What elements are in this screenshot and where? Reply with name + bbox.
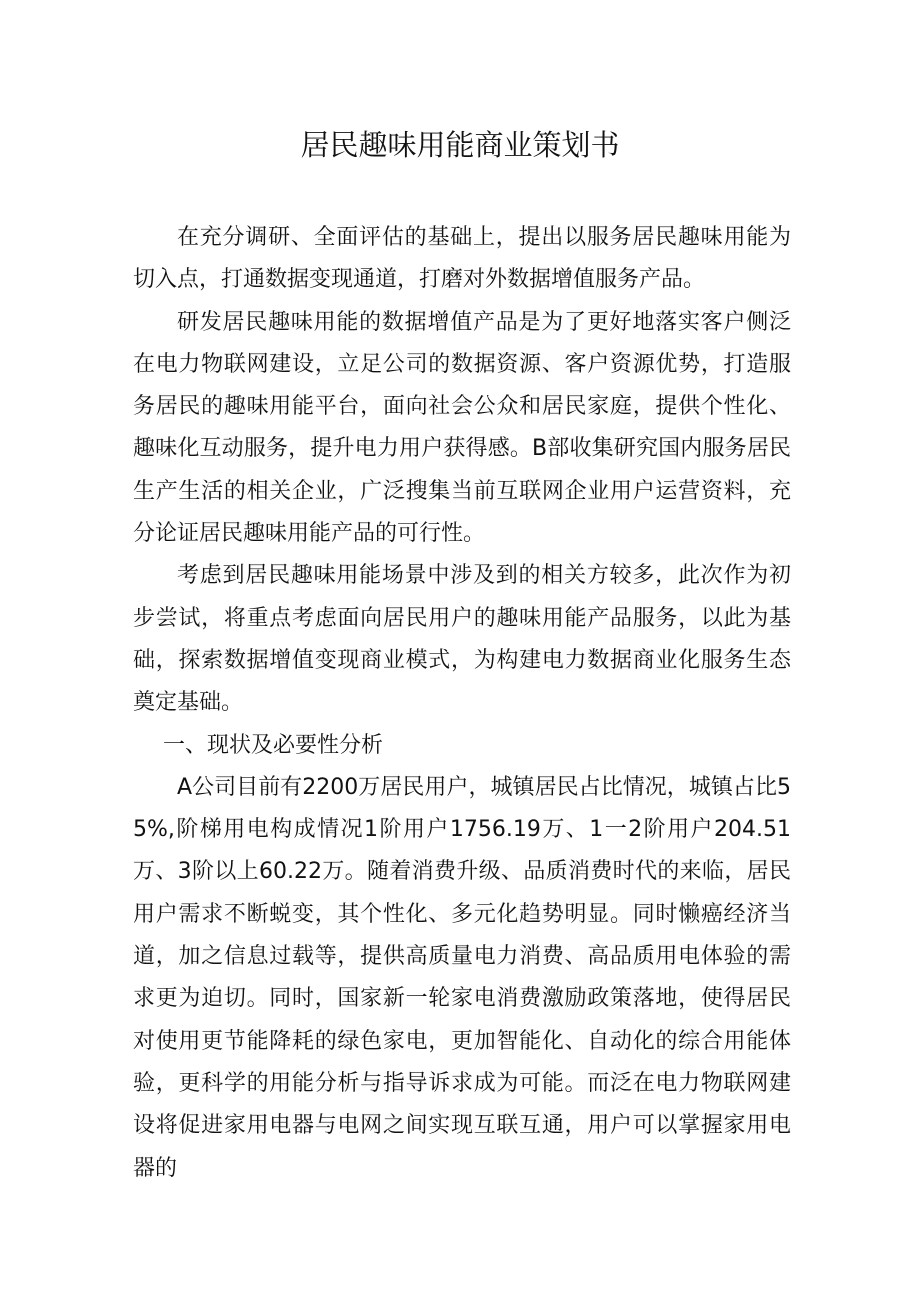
product-paragraph: 研发居民趣味用能的数据增值产品是为了更好地落实客户侧泛在电力物联网建设，立足公司的数据资源、客户资源优势，打造服务居民的趣味用能平台，面向社会公众和居民家庭，提供个性化、趣味化互动服务，提升电力用户获得感。B部收集研究国内服务居民生产生活的相关企业，广泛搜集当前互联网企业用户运营资料，充分论证居民趣味用能产品的可行性。: [133, 309, 791, 547]
scope-paragraph: 考虑到居民趣味用能场景中涉及到的相关方较多，此次作为初步尝试，将重点考虑面向居民用户的趣味用能产品服务，以此为基础，探索数据增值变现商业模式，为构建电力数据商业化服务生态奠定基础。: [133, 563, 791, 716]
intro-paragraph: 在充分调研、全面评估的基础上，提出以服务居民趣味用能为切入点，打通数据变现通道，打磨对外数据增值服务产品。: [133, 225, 791, 293]
status-paragraph: A公司目前有2200万居民用户，城镇居民占比情况，城镇占比55%,阶梯用电构成情况1阶用户1756.19万、1一2阶用户204.51万、3阶以上60.22万。随着消费升级、品质消费时代的来临，居民用户需求不断蜕变，其个性化、多元化趋势明显。同时懒癌经济当道，加之信息过载等，提供高质量电力消费、高品质用电体验的需求更为迫切。同时，国家新一轮家电消费激励政策落地，使得居民对使用更节能降耗的绿色家电，更加智能化、自动化的综合用能体验，更科学的用能分析与指导诉求成为可能。而泛在电力物联网建设将促进家用电器与电网之间实现互联互通，用户可以掌握家用电器的: [133, 774, 791, 1181]
document-body: [133, 217, 791, 1190]
document-title: 居民趣味用能商业策划书: [300, 128, 620, 162]
section-heading: 一、现状及必要性分析: [163, 732, 384, 758]
